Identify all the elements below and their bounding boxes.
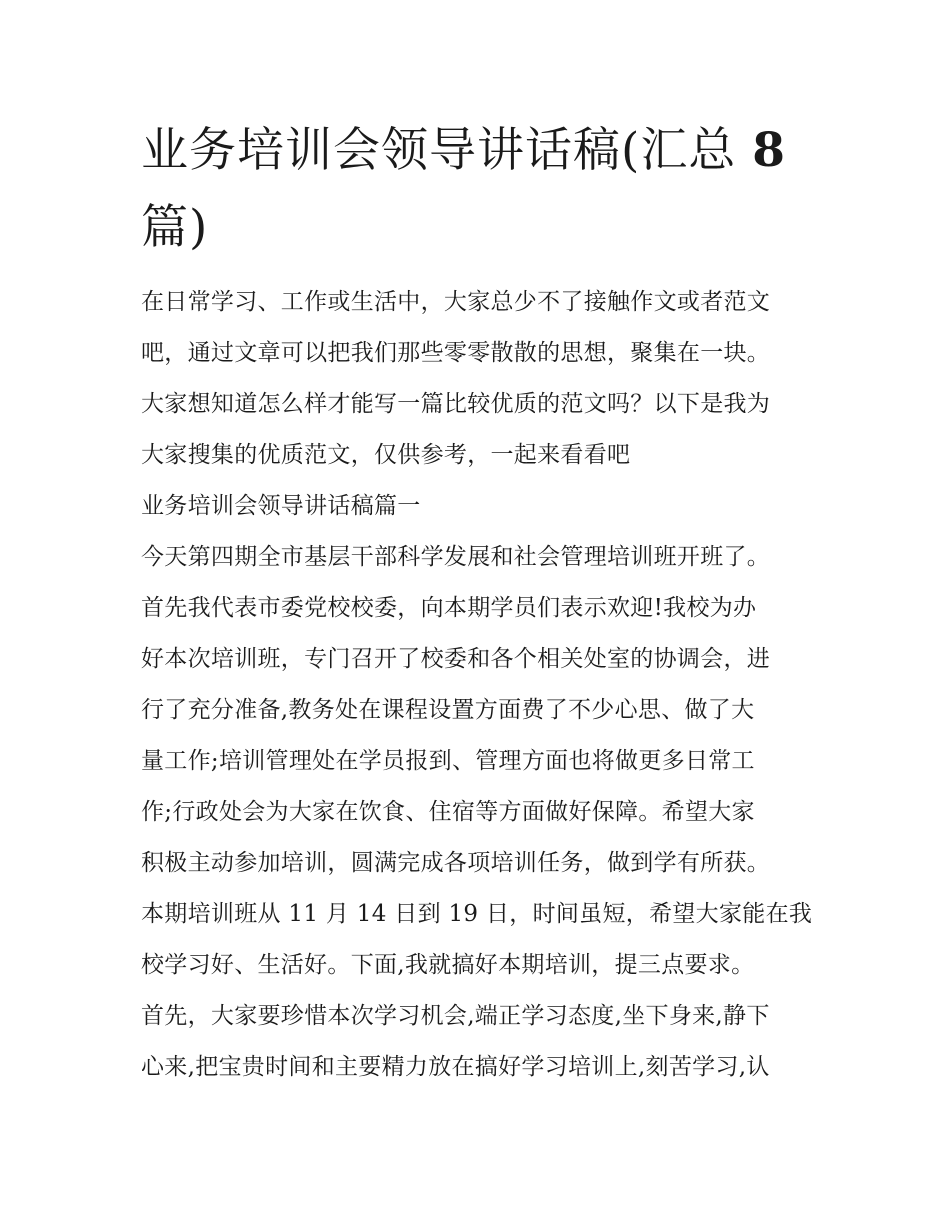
text-line: 行了充分准备,教务处在课程设置方面费了不少心思、做了大	[141, 697, 755, 723]
text-line: 本期培训班从 11 月 14 日到 19 日，时间虽短，希望大家能在我	[141, 901, 813, 927]
text-line: 积极主动参加培训，圆满完成各项培训任务，做到学有所获。	[141, 850, 771, 876]
document-body	[141, 277, 821, 1093]
text-line: 校学习好、生活好。下面,我就搞好本期培训，提三点要求。	[141, 952, 755, 978]
text-line: 今天第四期全市基层干部科学发展和社会管理培训班开班了。	[141, 544, 771, 570]
title-text: 业务培训会领导讲话稿(汇总	[141, 123, 737, 178]
text-line: 首先，大家要珍惜本次学习机会,端正学习态度,坐下身来,静下	[141, 1003, 770, 1029]
text-line: 大家搜集的优质范文，仅供参考，一起来看看吧	[141, 442, 631, 468]
text-line: 在日常学习、工作或生活中，大家总少不了接触作文或者范文	[141, 289, 771, 315]
text-line: 大家想知道怎么样才能写一篇比较优质的范文吗？以下是我为	[141, 391, 771, 417]
text-line: 首先我代表市委党校校委，向本期学员们表示欢迎!我校为办	[141, 595, 757, 621]
text-line: 吧，通过文章可以把我们那些零零散散的思想，聚集在一块。	[141, 340, 771, 366]
text-line: 好本次培训班，专门召开了校委和各个相关处室的协调会，进	[141, 646, 771, 672]
section-heading: 业务培训会领导讲话稿篇一	[141, 493, 421, 519]
text-line: 量工作;培训管理处在学员报到、管理方面也将做更多日常工	[141, 748, 755, 774]
document-title	[141, 112, 821, 266]
title-number: 8	[752, 123, 786, 178]
title-text-line2: 篇)	[141, 200, 209, 255]
text-line: 作;行政处会为大家在饮食、住宿等方面做好保障。希望大家	[141, 799, 755, 825]
text-line: 心来,把宝贵时间和主要精力放在搞好学习培训上,刻苦学习,认	[141, 1054, 770, 1080]
